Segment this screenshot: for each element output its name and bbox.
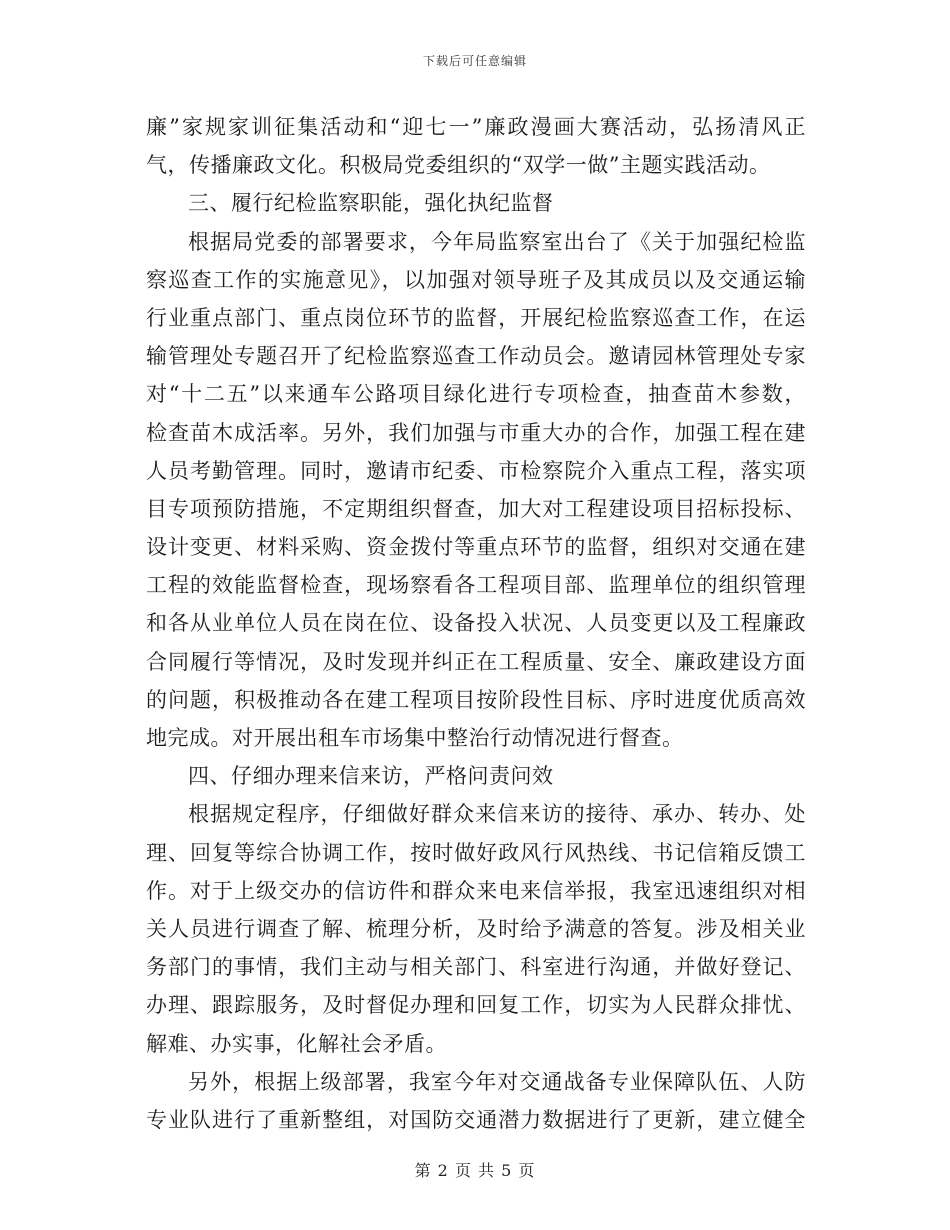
paragraph [146, 108, 806, 184]
heading-text: 三、履行纪检监察职能，强化执纪监督 [188, 191, 554, 216]
text-line: 务部门的事情，我们主动与相关部门、科室进行沟通，并做好登记、 [146, 955, 806, 980]
heading-text: 四、仔细办理来信来访，严格问责问效 [188, 764, 554, 789]
text-line: 气，传播廉政文化。积极局党委组织的“双学一做”主题实践活动。 [146, 153, 771, 178]
text-line: 作。对于上级交办的信访件和群众来电来信举报，我室迅速组织对相 [146, 878, 806, 903]
paragraph [146, 223, 806, 758]
text-line: 行业重点部门、重点岗位环节的监督，开展纪检监察巡查工作，在运 [146, 305, 806, 330]
section-heading [146, 757, 806, 795]
text-line: 关人员进行调查了解、梳理分析，及时给予满意的答复。涉及相关业 [146, 916, 806, 941]
page-number-footer: 第 2 页 共 5 页 [414, 1161, 536, 1180]
text-line: 另外，根据上级部署，我室今年对交通战备专业保障队伍、人防 [188, 1069, 806, 1094]
text-line: 合同履行等情况，及时发现并纠正在工程质量、安全、廉政建设方面 [146, 649, 806, 674]
text-line: 设计变更、材料采购、资金拨付等重点环节的监督，组织对交通在建 [146, 535, 806, 560]
text-line: 检查苗木成活率。另外，我们加强与市重大办的合作，加强工程在建 [146, 420, 806, 445]
text-line: 根据局党委的部署要求，今年局监察室出台了《关于加强纪检监 [188, 229, 806, 254]
section-heading [146, 184, 806, 222]
page-header: 下载后可任意编辑 [422, 54, 527, 68]
text-line: 的问题，积极推动各在建工程项目按阶段性目标、序时进度优质高效 [146, 687, 806, 712]
text-line: 地完成。对开展出租车市场集中整治行动情况进行督查。 [146, 726, 684, 750]
text-line: 和各从业单位人员在岗在位、设备投入状况、人员变更以及工程廉政 [146, 611, 806, 636]
text-line: 对“十二五”以来通车公路项目绿化进行专项检查，抽查苗木参数， [146, 382, 806, 407]
text-line: 目专项预防措施，不定期组织督查，加大对工程建设项目招标投标、 [146, 496, 806, 521]
paragraph [146, 1063, 806, 1139]
text-line: 人员考勤管理。同时，邀请市纪委、市检察院介入重点工程，落实项 [146, 458, 806, 483]
text-line: 理、回复等综合协调工作，按时做好政风行风热线、书记信箱反馈工 [146, 840, 806, 865]
text-line: 工程的效能监督检查，现场察看各工程项目部、监理单位的组织管理 [146, 573, 806, 598]
text-line: 察巡查工作的实施意见》，以加强对领导班子及其成员以及交通运输 [146, 267, 806, 292]
paragraph [146, 795, 806, 1062]
text-line: 解难、办实事，化解社会矛盾。 [146, 1031, 447, 1056]
document-body [146, 108, 806, 1139]
text-line: 廉”家规家训征集活动和“迎七一”廉政漫画大赛活动，弘扬清风正 [146, 115, 806, 139]
text-line: 专业队进行了重新整组，对国防交通潜力数据进行了更新，建立健全 [146, 1107, 806, 1132]
text-line: 根据规定程序，仔细做好群众来信来访的接待、承办、转办、处 [188, 802, 806, 827]
text-line: 办理、跟踪服务，及时督促办理和回复工作，切实为人民群众排忧、 [146, 993, 806, 1018]
text-line: 输管理处专题召开了纪检监察巡查工作动员会。邀请园林管理处专家 [146, 344, 806, 369]
